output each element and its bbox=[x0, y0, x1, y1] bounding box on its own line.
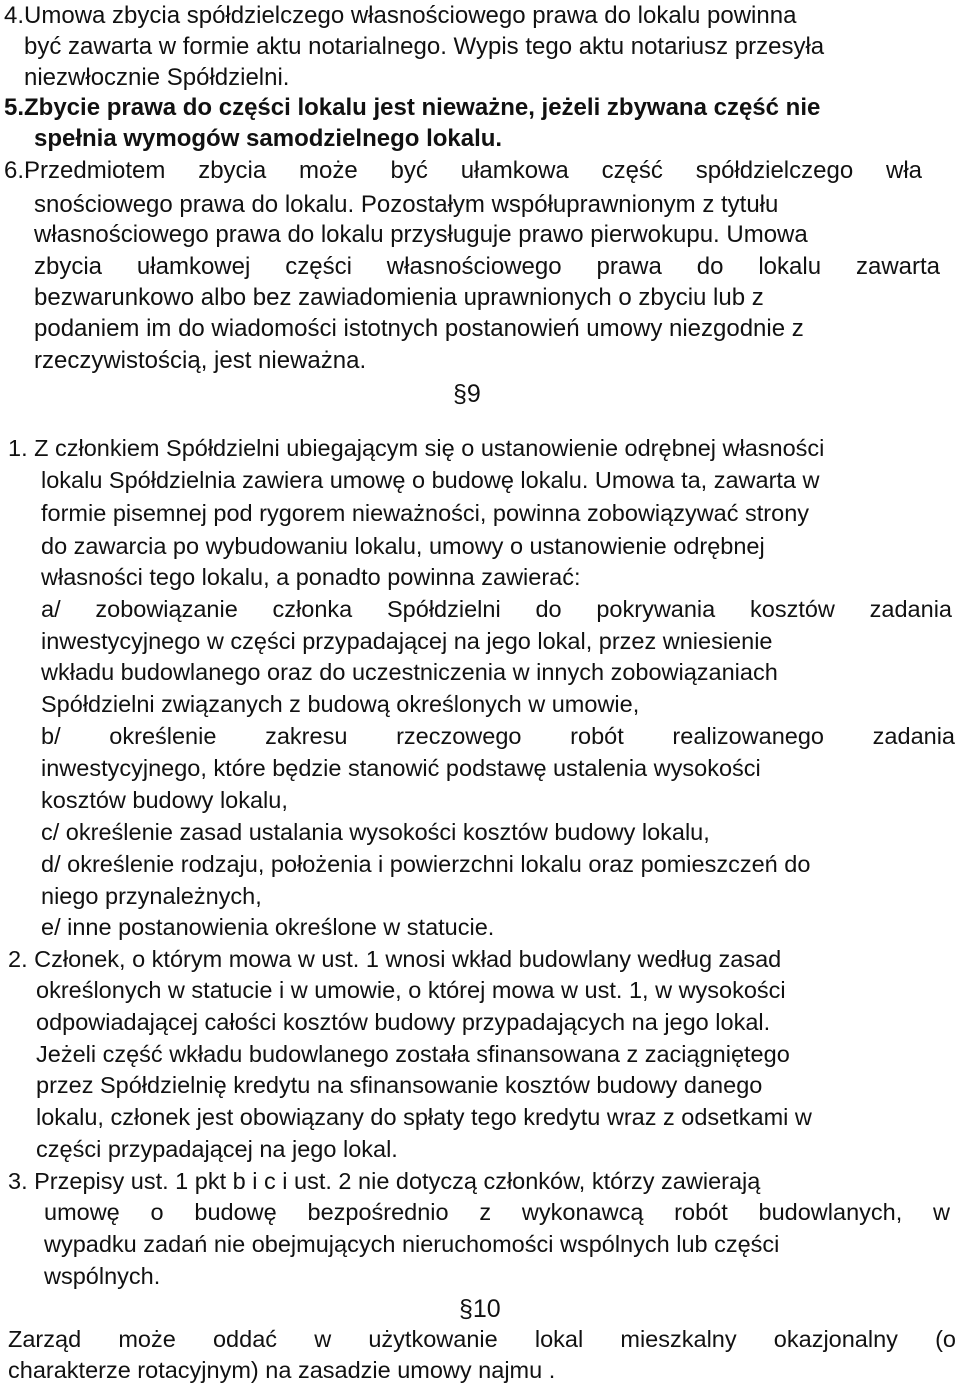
paragraph-line: e/ inne postanowienia określone w statucie. bbox=[41, 914, 495, 940]
paragraph-line: własnościowego prawa do lokalu przysługuje prawo pierwokupu. Umowa bbox=[34, 221, 808, 248]
paragraph-line: umowę o budowę bezpośrednio z wykonawcą robót budowlanych, w bbox=[44, 1199, 950, 1225]
paragraph-line: b/ określenie zakresu rzeczowego robót realizowanego zadania bbox=[41, 723, 955, 749]
paragraph-line: do zawarcia po wybudowaniu lokalu, umowy o ustanowienie odrębnej bbox=[41, 533, 765, 559]
paragraph-line: niezwłocznie Spółdzielni. bbox=[24, 64, 290, 91]
paragraph-line: określonych w statucie i w umowie, o której mowa w ust. 1, w wysokości bbox=[36, 977, 786, 1003]
paragraph-line: 4.Umowa zbycia spółdzielczego własnościowego prawa do lokalu powinna bbox=[4, 2, 797, 29]
paragraph-line: 3. Przepisy ust. 1 pkt b i c i ust. 2 nie dotyczą członków, którzy zawierają bbox=[8, 1168, 761, 1194]
paragraph-line: a/ zobowiązanie członka Spółdzielni do pokrywania kosztów zadania bbox=[41, 596, 952, 622]
section-heading: §10 bbox=[459, 1295, 501, 1323]
paragraph-line: rzeczywistością, jest nieważna. bbox=[34, 347, 367, 374]
paragraph-line: wypadku zadań nie obejmujących nieruchomości wspólnych lub części bbox=[44, 1231, 780, 1257]
paragraph-line: być zawarta w formie aktu notarialnego. Wypis tego aktu notariusz przesyła bbox=[24, 33, 825, 60]
paragraph-line: inwestycyjnego, które będzie stanowić podstawę ustalenia wysokości bbox=[41, 755, 761, 781]
paragraph-line: kosztów budowy lokalu, bbox=[41, 787, 288, 813]
paragraph-line: Jeżeli część wkładu budowlanego została sfinansowana z zaciągniętego bbox=[36, 1041, 790, 1067]
paragraph-line: 5.Zbycie prawa do części lokalu jest nieważne, jeżeli zbywana część nie bbox=[4, 94, 821, 121]
paragraph-line: snościowego prawa do lokalu. Pozostałym współuprawnionym z tytułu bbox=[34, 191, 779, 218]
paragraph-line: 1. Z członkiem Spółdzielni ubiegającym się o ustanowienie odrębnej własności bbox=[8, 435, 825, 461]
paragraph-line: bezwarunkowo albo bez zawiadomienia uprawnionych o zbyciu lub z bbox=[34, 284, 764, 311]
section-heading: §9 bbox=[453, 380, 481, 408]
paragraph-line: przez Spółdzielnię kredytu na sfinansowanie kosztów budowy danego bbox=[36, 1072, 763, 1098]
paragraph-line: lokalu, członek jest obowiązany do spłaty tego kredytu wraz z odsetkami w bbox=[36, 1104, 812, 1130]
paragraph-line: własności tego lokalu, a ponadto powinna zawierać: bbox=[41, 564, 581, 590]
paragraph-line: spełnia wymogów samodzielnego lokalu. bbox=[34, 125, 503, 152]
paragraph-line: inwestycyjnego w części przypadającej na jego lokal, przez wniesienie bbox=[41, 628, 773, 654]
paragraph-line: niego przynależnych, bbox=[41, 883, 262, 909]
paragraph-line: zbycia ułamkowej części własnościowego prawa do lokalu zawarta bbox=[34, 253, 940, 280]
paragraph-line: wkładu budowlanego oraz do uczestniczenia w innych zobowiązaniach bbox=[41, 659, 778, 685]
paragraph-line: odpowiadającej całości kosztów budowy przypadających na jego lokal. bbox=[36, 1009, 771, 1035]
paragraph-line: lokalu Spółdzielnia zawiera umowę o budowę lokalu. Umowa ta, zawarta w bbox=[41, 467, 820, 493]
paragraph-line: d/ określenie rodzaju, położenia i powierzchni lokalu oraz pomieszczeń do bbox=[41, 851, 811, 877]
paragraph-line: podaniem im do wiadomości istotnych postanowień umowy niezgodnie z bbox=[34, 315, 804, 342]
paragraph-line: części przypadającej na jego lokal. bbox=[36, 1136, 398, 1162]
paragraph-line: 6.Przedmiotem zbycia może być ułamkowa część spółdzielczego wła bbox=[4, 157, 922, 184]
paragraph-line: c/ określenie zasad ustalania wysokości kosztów budowy lokalu, bbox=[41, 819, 710, 845]
paragraph-line: formie pisemnej pod rygorem nieważności, powinna zobowiązywać strony bbox=[41, 500, 810, 526]
paragraph-line: 2. Członek, o którym mowa w ust. 1 wnosi wkład budowlany według zasad bbox=[8, 946, 782, 972]
paragraph-line: charakterze rotacyjnym) na zasadzie umowy najmu . bbox=[8, 1357, 556, 1383]
paragraph-line: Zarząd może oddać w użytkowanie lokal mieszkalny okazjonalny (o bbox=[8, 1326, 956, 1352]
paragraph-line: Spółdzielni związanych z budową określonych w umowie, bbox=[41, 691, 640, 717]
paragraph-line: wspólnych. bbox=[44, 1263, 161, 1289]
